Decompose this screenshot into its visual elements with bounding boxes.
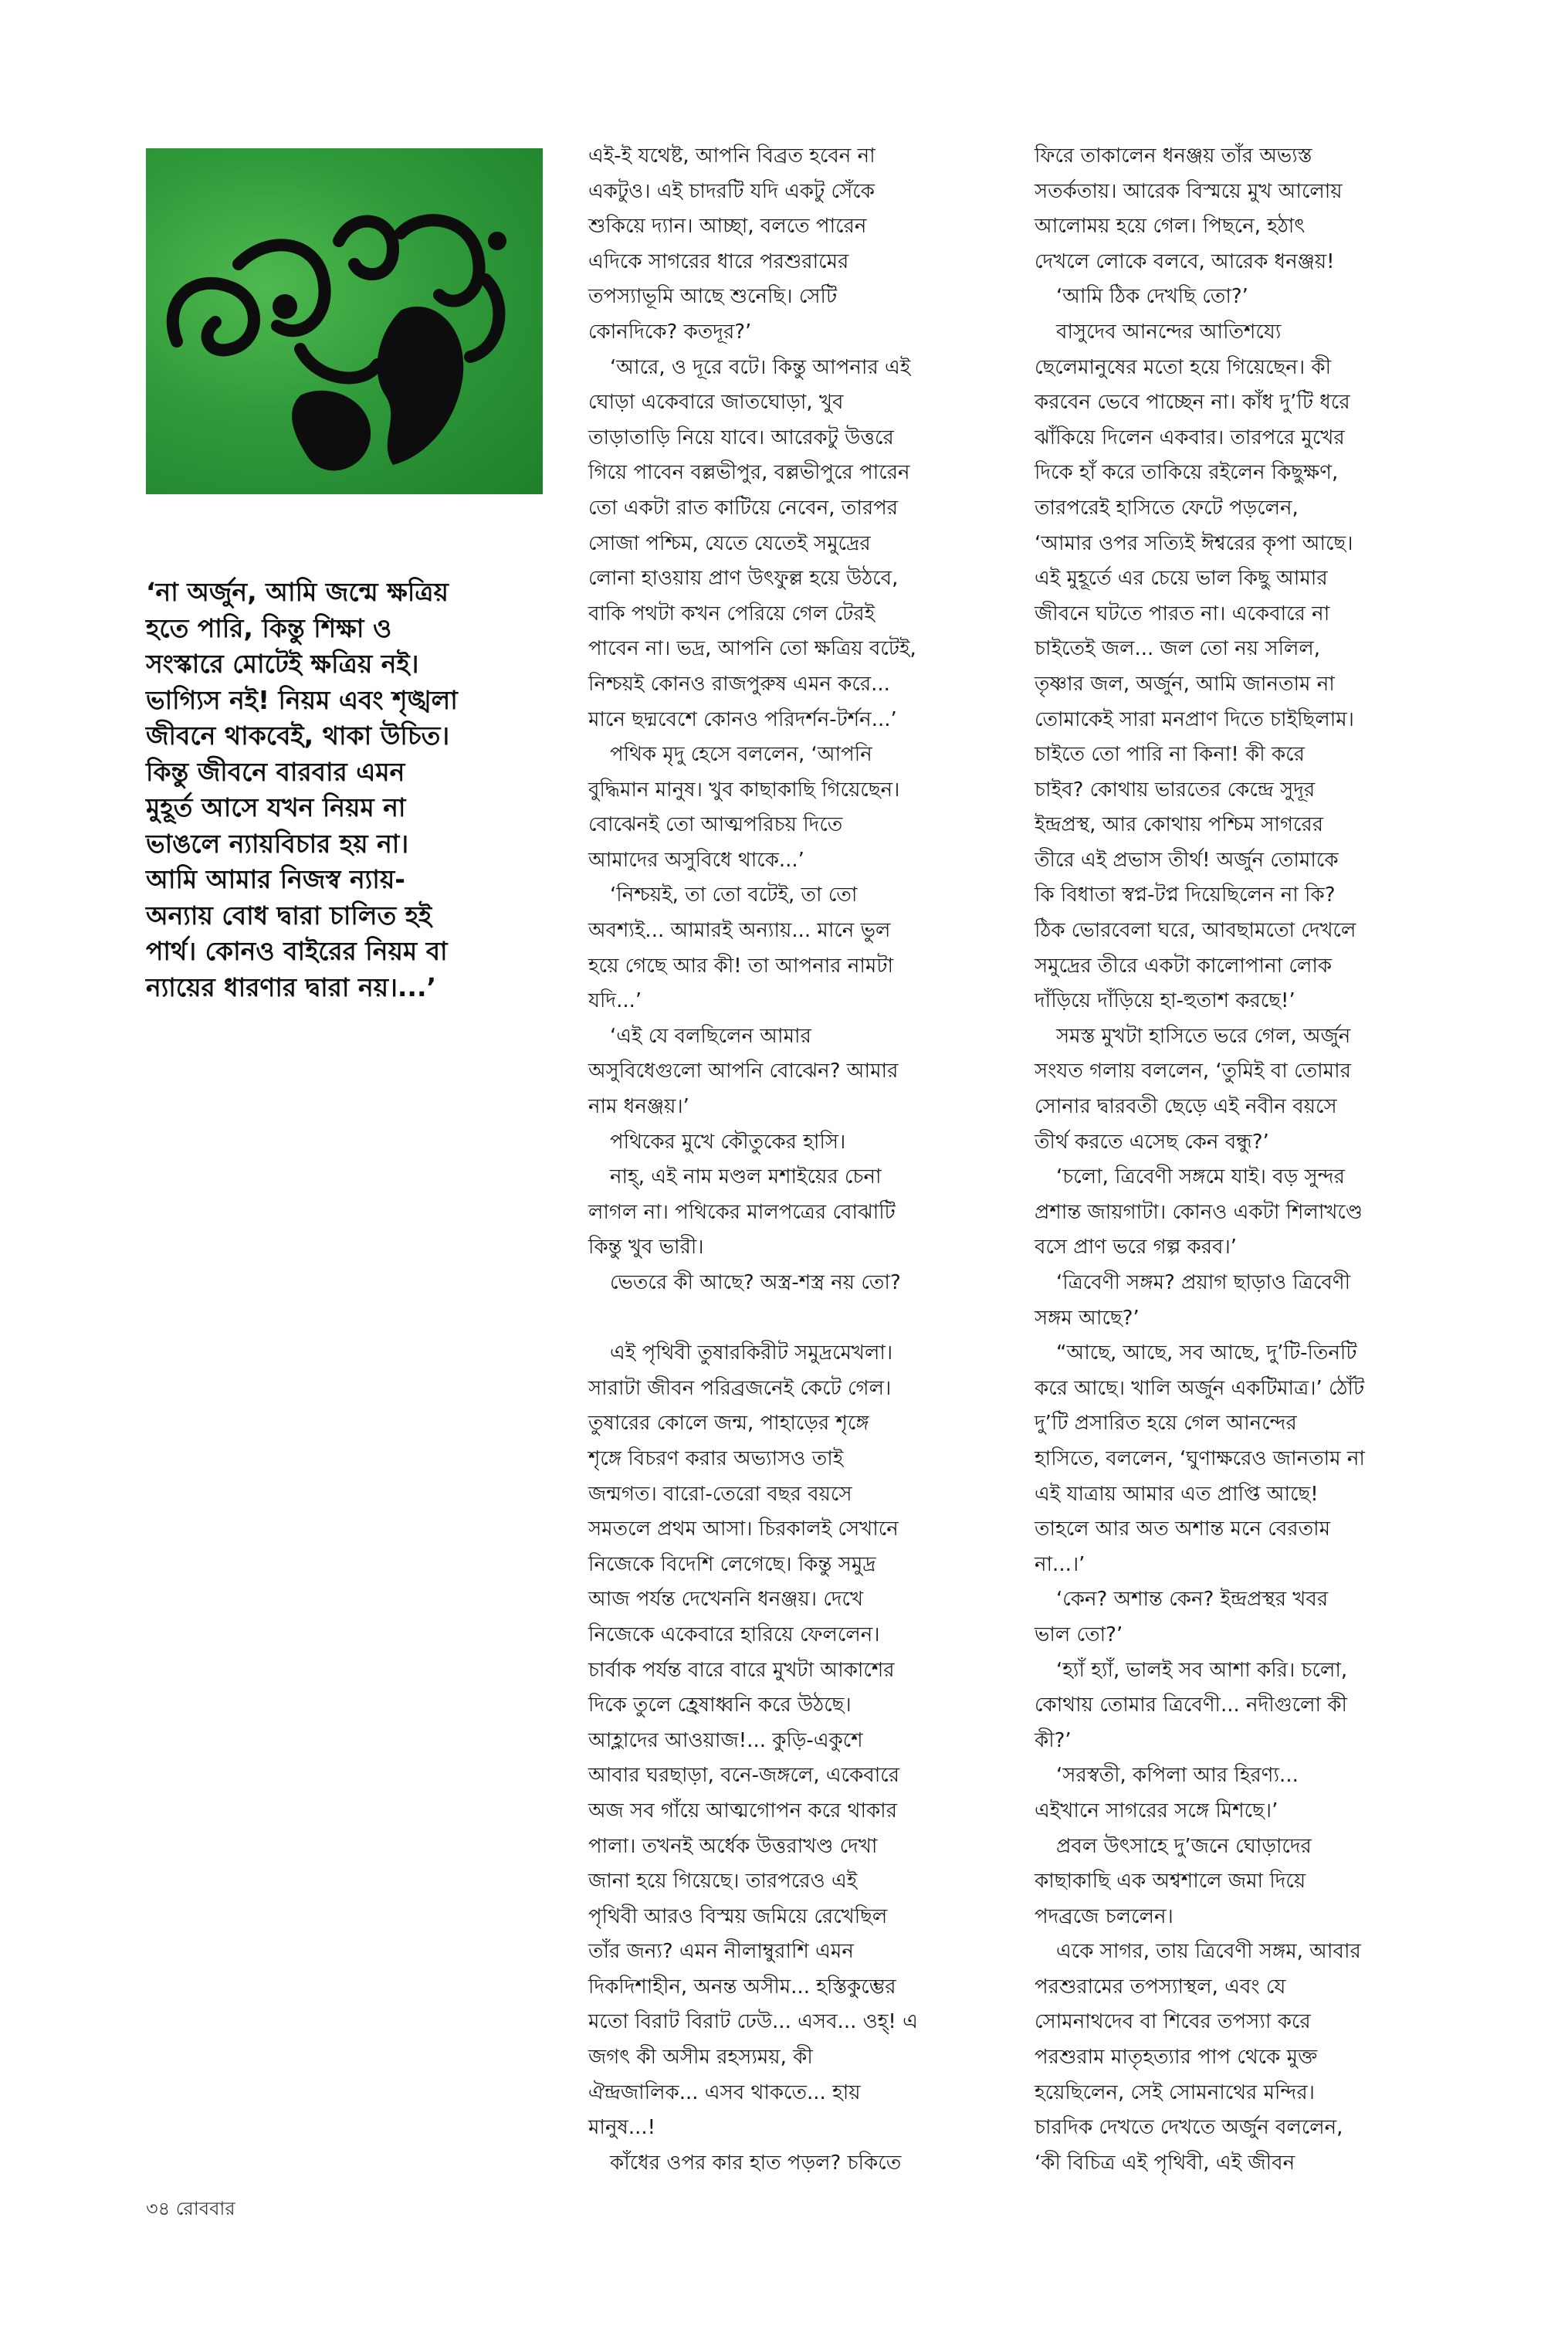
text-line: শুকিয়ে দ্যান। আচ্ছা, বলতে পারেন <box>588 215 867 239</box>
text-line: লোনা হাওয়ায় প্রাণ উৎফুল্ল হয়ে উঠবে, <box>588 567 899 591</box>
text-line: সোমনাথদেব বা শিবের তপস্যা করে <box>1035 2010 1311 2034</box>
text-line: সোনার দ্বারবতী ছেড়ে এই নবীন বয়সে <box>1035 1095 1337 1119</box>
text-line: এইখানে সাগরের সঙ্গে মিশছে।’ <box>1035 1799 1278 1822</box>
text-line: করে আছে। খালি অর্জুন একটিমাত্র।’ ঠোঁট <box>1035 1376 1365 1400</box>
text-line: এদিকে সাগরের ধারে পরশুরামের <box>588 249 849 273</box>
text-line: কাঁধের ওপর কার হাত পড়ল? চকিতে <box>610 2151 902 2175</box>
text-line: দিকদিশাহীন, অনন্ত অসীম... হস্তিকুম্ভের <box>588 1975 896 1999</box>
text-line: আলোময় হয়ে গেল। পিছনে, হঠাৎ <box>1035 215 1306 239</box>
pull-quote-line: ‘না অর্জুন, আমি জন্মে ক্ষত্রিয় <box>146 577 449 607</box>
text-line: প্রবল উৎসাহে দু’জনে ঘোড়াদের <box>1056 1834 1312 1858</box>
text-line: ‘কী বিচিত্র এই পৃথিবী, এই জীবন <box>1035 2151 1295 2175</box>
text-line: পাবেন না। ভদ্র, আপনি তো ক্ষত্রিয় বটেই, <box>588 637 916 661</box>
paragraph-break <box>588 1301 990 1337</box>
text-line: যদি...’ <box>588 989 642 1013</box>
text-line: সমুদ্রের তীরে একটা কালোপানা লোক <box>1035 954 1333 978</box>
text-line: গিয়ে পাবেন বল্লভীপুর, বল্লভীপুরে পারেন <box>588 461 910 485</box>
text-line: নাহ্‌, এই নাম মণ্ডল মশাইয়ের চেনা <box>610 1165 882 1189</box>
pull-quote-line: ভাগ্যিস নই! নিয়ম এবং শৃঙ্খলা <box>146 684 458 715</box>
text-line: পরশুরাম মাতৃহত্যার পাপ থেকে মুক্ত <box>1035 2046 1318 2070</box>
text-line: হাসিতে, বললেন, ‘ঘুণাক্ষরেও জানতাম না <box>1035 1446 1365 1470</box>
text-line: ‘এই যে বলছিলেন আমার <box>610 1024 811 1048</box>
text-line: কী?’ <box>1035 1728 1072 1752</box>
pull-quote-line: সংস্কারে মোটেই ক্ষত্রিয় নই। <box>146 649 419 679</box>
text-line: আহ্লাদের আওয়াজ!... কুড়ি-একুশে <box>588 1728 863 1752</box>
text-line: বাকি পথটা কখন পেরিয়ে গেল টেরই <box>588 602 875 626</box>
text-line: জীবনে ঘটতে পারত না। একেবারে না <box>1035 602 1330 626</box>
text-line: দু’টি প্রসারিত হয়ে গেল আনন্দের <box>1035 1412 1297 1436</box>
text-line: ছেলেমানুষের মতো হয়ে গিয়েছেন। কী <box>1035 355 1332 379</box>
illustration <box>146 148 543 494</box>
text-line: আমাদের অসুবিধে থাকে...’ <box>588 848 804 872</box>
text-line: মানুষ...! <box>588 2116 656 2140</box>
text-line: সমতলে প্রথম আসা। চিরকালই সেখানে <box>588 1517 899 1541</box>
text-line: একটুও। এই চাদরটি যদি একটু সেঁকে <box>588 179 875 203</box>
text-line: পরশুরামের তপস্যাস্থল, এবং যে <box>1035 1975 1286 1999</box>
text-line: এই পৃথিবী তুষারকিরীট সমুদ্রমেখলা। <box>610 1341 893 1365</box>
text-line: ঝাঁকিয়ে দিলেন একবার। তারপরে মুখের <box>1035 426 1345 449</box>
text-line: তৃষ্ণার জল, অর্জুন, আমি জানতাম না <box>1035 672 1335 696</box>
text-line: সোজা পশ্চিম, যেতে যেতেই সমুদ্রের <box>588 531 871 555</box>
text-line: পালা। তখনই অর্ধেক উত্তরাখণ্ড দেখা <box>588 1834 878 1858</box>
text-line: এই মুহূর্তে এর চেয়ে ভাল কিছু আমার <box>1035 567 1328 591</box>
text-line: তোমাকেই সারা মনপ্রাণ দিতে চাইছিলাম। <box>1035 707 1354 731</box>
text-line: হয়েছিলেন, সেই সোমনাথের মন্দির। <box>1035 2080 1315 2104</box>
text-line: কি বিধাতা স্বপ্ন-টপ্ন দিয়েছিলেন না কি? <box>1035 883 1336 907</box>
text-line: সমস্ত মুখটা হাসিতে ভরে গেল, অর্জুন <box>1056 1024 1351 1048</box>
text-line: ‘চলো, ত্রিবেণী সঙ্গমে যাই। বড় সুন্দর <box>1056 1165 1345 1189</box>
text-line: অসুবিধেগুলো আপনি বোঝেন? আমার <box>588 1060 899 1083</box>
text-line: পদব্রজে চললেন। <box>1035 1904 1173 1928</box>
text-line: বোঝেনই তো আত্মপরিচয় দিতে <box>588 813 843 837</box>
text-line: একে সাগর, তায় ত্রিবেণী সঙ্গম, আবার <box>1056 1940 1361 1964</box>
pull-quote <box>146 575 555 1005</box>
text-line: ইন্দ্রপ্রস্থ, আর কোথায় পশ্চিম সাগরের <box>1035 813 1324 837</box>
text-line: ঐন্দ্রজালিক... এসব থাকতে... হায় <box>588 2080 861 2104</box>
text-line: ‘আমি ঠিক দেখছি তো?’ <box>1056 285 1248 309</box>
text-line: জগৎ কী অসীম রহস্যময়, কী <box>588 2046 813 2070</box>
text-line: মতো বিরাট বিরাট ঢেউ... এসব... ওহ্‌! এ <box>588 2010 918 2034</box>
text-line: নিশ্চয়ই কোনও রাজপুরুষ এমন করে... <box>588 672 890 696</box>
text-line: ‘ত্রিবেণী সঙ্গম? প্রয়াগ ছাড়াও ত্রিবেণী <box>1056 1271 1351 1294</box>
text-line: দাঁড়িয়ে দাঁড়িয়ে হা-হুতাশ করছে!’ <box>1035 989 1295 1013</box>
text-line: চাইব? কোথায় ভারতের কেন্দ্রে সুদূর <box>1035 778 1316 802</box>
text-line: দিকে হাঁ করে তাকিয়ে রইলেন কিছুক্ষণ, <box>1035 461 1339 485</box>
text-line: এই-ই যথেষ্ট, আপনি বিব্রত হবেন না <box>588 144 875 168</box>
text-line: করবেন ভেবে পাচ্ছেন না। কাঁধ দু’টি ধরে <box>1035 391 1350 415</box>
text-line: ‘আমার ওপর সত্যিই ঈশ্বরের কৃপা আছে। <box>1035 531 1353 555</box>
text-column-middle <box>588 139 990 2181</box>
text-line: ‘হ্যাঁ হ্যাঁ, ভালই সব আশা করি। চলো, <box>1056 1658 1348 1682</box>
text-line: তপস্যাভূমি আছে শুনেছি। সেটি <box>588 285 838 309</box>
text-line: সারাটা জীবন পরিব্রজনেই কেটে গেল। <box>588 1376 892 1400</box>
text-line: অবশ্যই... আমারই অন্যায়... মানে ভুল <box>588 919 891 943</box>
text-line: বসে প্রাণ ভরে গল্প করব।’ <box>1035 1236 1238 1260</box>
text-line: চারদিক দেখতে দেখতে অর্জুন বললেন, <box>1035 2116 1343 2140</box>
text-line: আজ পর্যন্ত দেখেননি ধনঞ্জয়। দেখে <box>588 1588 864 1612</box>
text-line: জন্মগত। বারো-তেরো বছর বয়সে <box>588 1482 852 1506</box>
text-line: হয়ে গেছে আর কী! তা আপনার নামটা <box>588 954 894 978</box>
pull-quote-line: পার্থ। কোনও বাইরের নিয়ম বা <box>146 936 448 966</box>
pull-quote-line: কিন্তু জীবনে বারবার এমন <box>146 756 405 787</box>
pull-quote-line: হতে পারি, কিন্তু শিক্ষা ও <box>146 612 392 643</box>
text-line: মানে ছদ্মবেশে কোনও পরিদর্শন-টর্শন...’ <box>588 707 897 731</box>
pull-quote-line: মুহূর্ত আসে যখন নিয়ম না <box>146 792 406 822</box>
text-line: জানা হয়ে গিয়েছে। তারপরেও এই <box>588 1870 858 1894</box>
text-line: নাম ধনঞ্জয়।’ <box>588 1095 689 1119</box>
pull-quote-line: অন্যায় বোধ দ্বারা চালিত হই <box>146 900 432 931</box>
text-line: এই যাত্রায় আমার এত প্রাপ্তি আছে! <box>1035 1482 1319 1506</box>
text-line: ‘নিশ্চয়ই, তা তো বটেই, তা তো <box>610 883 858 907</box>
text-line: সংযত গলায় বললেন, ‘তুমিই বা তোমার <box>1035 1060 1351 1083</box>
text-line: তারপরেই হাসিতে ফেটে পড়লেন, <box>1035 496 1299 520</box>
text-line: না...।’ <box>1035 1552 1085 1576</box>
calligraphy-face-icon <box>146 148 543 494</box>
text-line: তাহলে আর অত অশান্ত মনে বেরতাম <box>1035 1517 1331 1541</box>
text-line: দেখলে লোকে বলবে, আরেক ধনঞ্জয়! <box>1035 249 1335 273</box>
pull-quote-line: ন্যায়ের ধারণার দ্বারা নয়।...’ <box>146 971 437 1002</box>
text-line: কোথায় তোমার ত্রিবেণী... নদীগুলো কী <box>1035 1694 1347 1717</box>
text-line: চার্বাক পর্যন্ত বারে বারে মুখটা আকাশের <box>588 1658 895 1682</box>
text-line: ভাল তো?’ <box>1035 1622 1123 1646</box>
text-line: সঙ্গম আছে?’ <box>1035 1306 1140 1330</box>
text-line: দিকে তুলে হ্রেষাধ্বনি করে উঠছে। <box>588 1694 852 1717</box>
text-line: ‘কেন? অশান্ত কেন? ইন্দ্রপ্রস্থর খবর <box>1056 1588 1329 1612</box>
text-line: নিজেকে বিদেশি লেগেছে। কিন্তু সমুদ্র <box>588 1552 876 1576</box>
text-line: ফিরে তাকালেন ধনঞ্জয় তাঁর অভ্যস্ত <box>1035 144 1312 168</box>
text-line: চাইতে তো পারি না কিনা! কী করে <box>1035 743 1305 767</box>
text-line: তাঁর জন্য? এমন নীলাম্বুরাশি এমন <box>588 1940 854 1964</box>
text-line: কোনদিকে? কতদূর?’ <box>588 320 752 344</box>
pull-quote-line: আমি আমার নিজস্ব ন্যায়- <box>146 864 405 894</box>
text-line: ঘোড়া একেবারে জাতঘোড়া, খুব <box>588 391 844 415</box>
text-line: ‘সরস্বতী, কপিলা আর হিরণ্য... <box>1056 1764 1299 1788</box>
text-line: ‘আরে, ও দূরে বটে। কিন্তু আপনার এই <box>610 355 911 379</box>
text-line: ভেতরে কী আছে? অস্ত্র-শস্ত্র নয় তো? <box>610 1271 901 1294</box>
text-line: কাছাকাছি এক অশ্বশালে জমা দিয়ে <box>1035 1870 1306 1894</box>
text-line: পথিকের মুখে কৌতুকের হাসি। <box>610 1130 846 1154</box>
text-line: তীরে এই প্রভাস তীর্থ! অর্জুন তোমাকে <box>1035 848 1339 872</box>
text-line: চাইতেই জল... জল তো নয় সলিল, <box>1035 637 1321 661</box>
text-line: আবার ঘরছাড়া, বনে-জঙ্গলে, একেবারে <box>588 1764 900 1788</box>
text-line: তীর্থ করতে এসেছ কেন বন্ধু?’ <box>1035 1130 1269 1154</box>
text-line: নিজেকে একেবারে হারিয়ে ফেললেন। <box>588 1622 880 1646</box>
text-line: তো একটা রাত কাটিয়ে নেবেন, তারপর <box>588 496 899 520</box>
text-line: পথিক মৃদু হেসে বললেন, ‘আপনি <box>610 743 872 767</box>
text-column-right <box>1035 139 1436 2181</box>
text-line: বাসুদেব আনন্দের আতিশয্যে <box>1056 320 1282 344</box>
text-line: অজ সব গাঁয়ে আত্মগোপন করে থাকার <box>588 1799 898 1822</box>
page-footer: ৩৪ রোববার <box>146 2198 235 2219</box>
text-line: পৃথিবী আরও বিস্ময় জমিয়ে রেখেছিল <box>588 1904 888 1928</box>
text-line: তুষারের কোলে জন্ম, পাহাড়ের শৃঙ্গে <box>588 1412 869 1436</box>
text-line: সতর্কতায়। আরেক বিস্ময়ে মুখ আলোয় <box>1035 179 1343 203</box>
text-line: ঠিক ভোরবেলা ঘরে, আবছামতো দেখলে <box>1035 919 1356 943</box>
text-line: শৃঙ্গে বিচরণ করার অভ্যাসও তাই <box>588 1446 844 1470</box>
text-line: “আছে, আছে, সব আছে, দু’টি-তিনটি <box>1056 1341 1357 1365</box>
text-line: তাড়াতাড়ি নিয়ে যাবে। আরেকটু উত্তরে <box>588 426 894 449</box>
text-line: প্রশান্ত জায়গাটা। কোনও একটা শিলাখণ্ডে <box>1035 1200 1363 1224</box>
pull-quote-line: ভাঙলে ন্যায়বিচার হয় না। <box>146 828 409 859</box>
text-line: বুদ্ধিমান মানুষ। খুব কাছাকাছি গিয়েছেন। <box>588 778 900 802</box>
pull-quote-line: জীবনে থাকবেই, থাকা উচিত। <box>146 721 450 751</box>
text-line: লাগল না। পথিকের মালপত্রের বোঝাটি <box>588 1200 896 1224</box>
text-line: কিন্তু খুব ভারী। <box>588 1236 704 1260</box>
